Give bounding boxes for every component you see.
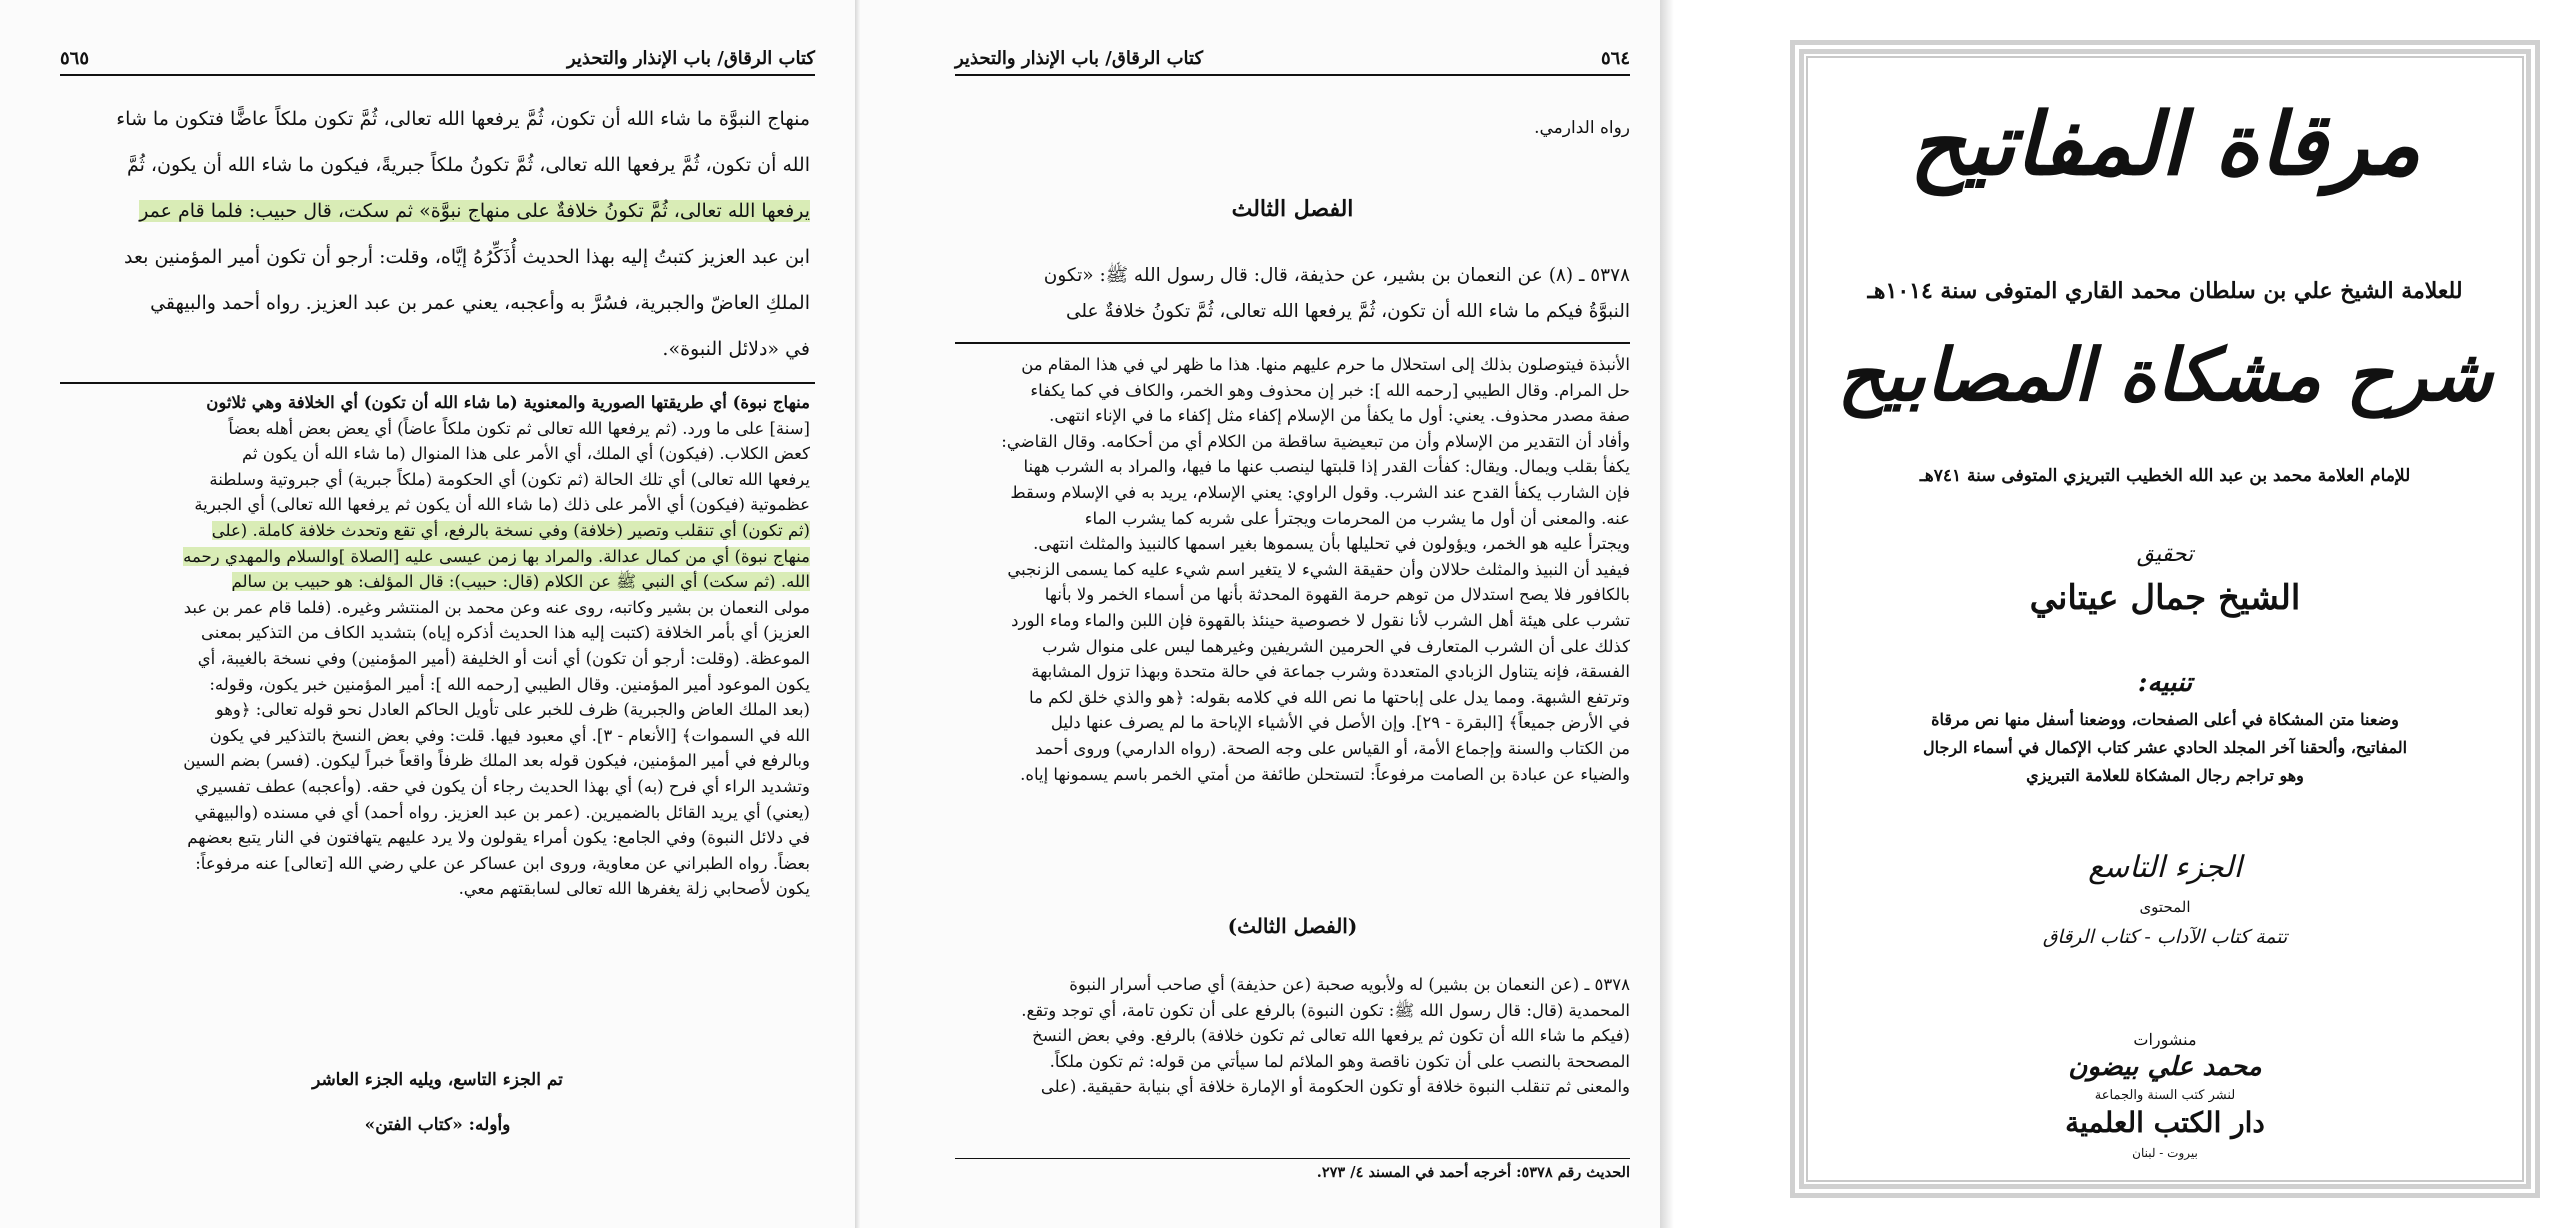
commentary-line: حل المرام. وقال الطيبي [رحمه الله ]: خبر إن محذوف وهو الخمر، والكاف في كما يكفاء (1030, 380, 1630, 400)
book-subtitle: شرح مشكاة المصابيح (1837, 332, 2493, 417)
commentary-line (72, 569, 810, 595)
publisher-city: بيروت - لبنان (2132, 1146, 2198, 1160)
commentary-line: في الأرض جميعاً﴾ [البقرة - ٢٩]. وإن الأصل في الأشياء الإباحة ما لم يصرف عنها دليل (1050, 713, 1630, 733)
commentary-line: ٥٣٧٨ ـ (عن النعمان بن بشير) له ولأبويه صحبة (عن حذيفة) أي صاحب أسرار النبوة (1069, 975, 1630, 994)
cover-note-line: وضعنا متن المشكاة في أعلى الصفحات، ووضعنا أسفل منها نص مرقاة (1931, 710, 2399, 729)
riwayah-note: رواه الدارمي. (1534, 118, 1630, 138)
gutter-shadow (1660, 0, 1674, 1228)
running-title: كتاب الرقاق/ باب الإنذار والتحذير (566, 48, 815, 69)
commentary-line: الأنبذة فيتوصلون بذلك إلى استحلال ما حرم عليهم منها. هذا ما ظهر لي في هذا المقام من (1021, 355, 1630, 374)
commentary-line (72, 544, 810, 570)
commentary-line: فإن الشارب يكفأ القدح عند الشرب. وقول الراوي: يعني الإسلام، يريد به في الإسلام وسقط (1010, 482, 1630, 502)
commentary-line: صفة مصدر محذوف. يعني: أول ما يكفأ من الإسلام إكفاء مثل إكفاء ما في الإناء انتهى. (1049, 406, 1630, 426)
volume-end-note: تم الجزء التاسع، ويليه الجزء العاشر (312, 1070, 563, 1090)
commentary-line: وتشديد الراء أي فرح (به) أي بهذا الحديث رجاء أن يكون في حقه. (وأعجبه) عطف تفسيري (195, 776, 810, 796)
text-line: الله أن تكون، ثُمَّ يرفعها الله تعالى، ثُمَّ تكونُ ملكاً جبريةً، فيكون ما شاء الله أن يكون، ثُمَّ (126, 154, 810, 176)
editor-name: الشيخ جمال عيتاني (2029, 578, 2301, 618)
inner-border (1806, 56, 2524, 1182)
text-line: في «دلائل النبوة». (662, 338, 810, 360)
title-page (1770, 0, 2560, 1228)
commentary-line: يكفأ بقلب ويمال. ويقال: كفأت القدر إذا قلبتها لينصب عنها ما فيها، والمراد به الشرب ههنا (1023, 457, 1630, 477)
highlighted-text: الله. (ثم سكت) أي النبي ﷺ عن الكلام (قال: حبيب): قال المؤلف: هو حبيب بن سالم (231, 572, 810, 592)
commentary-line: يكون الموعود أمير المؤمنين. وقال الطيبي [رحمه الله ]: أمير المؤمنين خبر يكون، وقوله: (209, 674, 810, 694)
commentary-line: يرفعها الله تعالى) أي تلك الحالة (ثم تكون) أي الحكومة (ملكاً جبرية) أي جبروتية وسلطنة (209, 469, 810, 489)
text-line: النبوَّةُ فيكم ما شاء الله أن تكون، ثُمَّ يرفعها الله تعالى، ثُمَّ تكونُ خلافةٌ على (1066, 301, 1630, 322)
separator-rule (60, 382, 815, 384)
volume-number: الجزء التاسع (2088, 850, 2242, 885)
page-564-header (955, 44, 1630, 76)
commentary-line: تشرب على هيئة أهل الشرب لأنا نقول لا خصوصية حينئذ بالقهوة فإن اللبن والماء وماء الورد (1011, 610, 1630, 630)
commentary-line: مولى النعمان بن بشير وكاتبه، روى عنه وعن محمد بن المنتشر وغيره. (فلما قام عمر بن عبد (183, 597, 810, 617)
commentary-block (72, 390, 810, 902)
commentary-block (955, 352, 1630, 787)
commentary-line: العزيز) أي بأمر الخلافة (كتبت إليه هذا الحديث أذكره إياه) بتشديد الكاف من التذكير بمعنى (201, 623, 810, 643)
commentary-line: كذلك على أن الشرب المتعارف في الحرمين الشريفين وغيرهما ليس على منوال شرب (1041, 636, 1630, 656)
commentary-line: بالكافور فلا يصح استدلال من توهم حرمة القهوة المحدثة بأنها من أسماء الخمر ولا بأنها (1044, 585, 1630, 605)
publisher-label: منشورات (2133, 1030, 2197, 1049)
book-title: مرقاة المفاتيح (1909, 94, 2421, 195)
commentary-line: الموعظة. (وقلت: أرجو أن تكون) أي أنت أو الخليفة (أمير المؤمنين) وفي نسخة بالغيبة، أي (197, 648, 810, 668)
commentary-line: وترتفع الشبهة. ومما يدل على إباحتها ما نص الله في كلامه بقوله: ﴿هو والذي خلق لكم ما (1029, 687, 1630, 707)
commentary-block-2 (955, 972, 1630, 1100)
commentary-line: (بعد الملك العاض والجبرية) ظرف للخبر على تأويل الحاكم العادل نحو قوله تعالى: ﴿وهو (215, 700, 810, 720)
section-title: الفصل الثالث (1231, 196, 1354, 222)
page-565 (0, 0, 855, 1228)
commentary-line: وأفاد أن التقدير من الإسلام وأن من تبعيضية ساقطة من الكلام أي من أحكامه. وقال القاضي: (1001, 431, 1630, 451)
publisher-subtitle: لنشر كتب السنة والجماعة (2094, 1088, 2236, 1103)
cover-note (1820, 706, 2510, 790)
commentary-line: (يعني) أي يريد القائل بالضميرين. (عمر بن عبد العزيز. رواه أحمد) أي في مسنده (والبيهقي (194, 802, 810, 822)
commentary-line: المحمدية (قال: قال رسول الله ﷺ: تكون النبوة) بالرفع على أن تكون تامة، أي توجد وتقع. (1021, 1000, 1630, 1020)
hadith-text (955, 258, 1630, 330)
commentary-line: ويجترأ عليه هو الخمر، ويؤولون في تحليلها بأن يسموها بغير اسمها كالنبيذ والمثلث انتهى. (1033, 534, 1630, 554)
tahqiq-label: تحقيق (2136, 542, 2194, 567)
commentary-line: الفسقة، فإنه يتناول الزبادي المتعددة وشرب جماعة في حالة متحدة وبهذا تزول المشابهة (1031, 662, 1630, 682)
publisher-house-logo: دار الكتب العلمية (2065, 1106, 2265, 1139)
highlighted-text: (ثم تكون) أي تنقلب وتصير (خلافة) وفي نسخة بالرفع، أي تقع وتحدث خلافة كاملة. (على (211, 520, 810, 540)
commentary-line: والمعنى ثم تنقلب النبوة خلافة أو تكون الحكومة أو الإمارة خلافة أي بنيابة حقيقية. (على (1040, 1077, 1630, 1097)
cover-note-line: وهو تراجم رجال المشكاة للعلامة التبريزي (2026, 766, 2304, 785)
commentary-line: عظموتية (فيكون) أي الأمر على ذلك (ما شاء الله أن يكون ثم يرفعها الله تعالى) أي الجبرية (194, 495, 810, 515)
commentary-line: فيفيد أن النبيذ والمثلث حلالان وأن حقيقة الشيء لا يتغير اسم شيء عليه كما يسمى الزنجبي (1007, 559, 1630, 579)
highlighted-text: منهاج نبوة) أي من كمال عدالة. والمراد بها زمن عيسى عليه [الصلاة ]والسلام والمهدي رحمه (183, 546, 810, 566)
section-title-commentary: (الفصل الثالث) (1227, 914, 1358, 938)
running-title: كتاب الرقاق/ باب الإنذار والتحذير (955, 48, 1204, 69)
commentary-line: في دلائل النبوة) وفي الجامع: يكون أمراء يقولون ولا يرد عليهم يتهافتون في النار يتبع بعضهم (187, 828, 810, 848)
contents-label: المحتوى (2139, 898, 2191, 916)
author-line: للعلامة الشيخ علي بن سلطان محمد القاري المتوفى سنة ١٠١٤هـ (1867, 278, 2463, 304)
page-number: ٥٦٤ (1600, 48, 1630, 69)
commentary-line: عنه. والمعنى أن أول ما يشرب من المحرمات ويجترأ على شربه كما يشرب الماء (1084, 508, 1630, 528)
commentary-line: [سنة] على ما ورد. (ثم يرفعها الله تعالى ثم تكون ملكاً عاضاً) أي يعض بعض أهله بعضاً (228, 418, 810, 438)
text-line: ٥٣٧٨ ـ (٨) عن النعمان بن بشير، عن حذيفة، قال: قال رسول الله ﷺ: «تكون (1043, 265, 1630, 286)
contents: تتمة كتاب الآداب - كتاب الرقاق (2042, 926, 2288, 948)
text-line (75, 188, 810, 234)
footnote-rule (955, 1158, 1630, 1159)
footnote: الحديث رقم ٥٣٧٨: أخرجه أحمد في المسند ٤/ ٢٧٣. (1316, 1164, 1630, 1181)
next-volume-note: وأوله: «كتاب الفتن» (364, 1115, 511, 1135)
commentary-line: المصححة بالنصب على أن تكون ناقصة وهو الملائم لما سيأتي من قوله: ثم تكون ملكاً. (1049, 1051, 1630, 1071)
commentary-line: بعضاً. رواه الطبراني عن معاوية، وروى ابن عساكر عن علي رضي الله [تعالى] عنه مرفوعاً: (195, 853, 810, 873)
commentary-line: من الكتاب والسنة وإجماع الأمة، أو القياس على وجه الصحة. (رواه الدارمي) وروى أحمد (1035, 738, 1630, 758)
imam-line: للإمام العلامة محمد بن عبد الله الخطيب التبريزي المتوفى سنة ٧٤١هـ (1919, 466, 2411, 486)
commentary-line: منهاج نبوة) أي طريقتها الصورية والمعنوية (ما شاء الله أن تكون) أي الخلافة وهي ثلاثون (206, 393, 810, 412)
separator-rule (955, 342, 1630, 344)
page-565-header (60, 44, 815, 76)
commentary-line (72, 518, 810, 544)
publisher-name: محمد علي بيضون (2068, 1052, 2262, 1082)
hadith-text-continued (75, 96, 810, 372)
page-564 (860, 0, 1660, 1228)
commentary-line: يكون لأصحابي زلة يغفرها الله تعالى لسابقتهم معي. (458, 879, 810, 899)
commentary-line: الله في السموات﴾ [الأنعام - ٣]. أي معبود فيها. قلت: وفي بعض النسخ بالتذكير في يكون (209, 725, 810, 745)
commentary-line: وبالرفع في أمير المؤمنين، فيكون قوله بعد الملك ظرفاً واقعاً خبراً ليكون. (فسر) بضم السين (183, 751, 810, 771)
cover-note-line: المفاتيح، وألحقنا آخر المجلد الحادي عشر كتاب الإكمال في أسماء الرجال (1922, 738, 2408, 757)
highlighted-text: يرفعها الله تعالى، ثُمَّ تكونُ خلافةٌ على منهاج نبوَّة» ثم سكت، قال حبيب: فلما قام عمر (139, 200, 810, 222)
commentary-line: (فيكم ما شاء الله أن تكون ثم يرفعها الله تعالى ثم تكون خلافة) بالرفع. وفي بعض النسخ (1032, 1026, 1630, 1046)
commentary-line: والضياء عن عبادة بن الصامت مرفوعاً: لتستحلن طائفة من أمتي الخمر باسم يسمونها إياه. (1020, 764, 1630, 784)
commentary-line: كعض الكلاب. (فيكون) أي الملك، أي الأمر على هذا المنوال (ما شاء الله أن يكون ثم (241, 444, 810, 464)
text-line: ابن عبد العزيز كتبتُ إليه بهذا الحديث أُذَكِّرُهُ إيَّاه، وقلت: أرجو أن تكون أمير المؤمنين بعد (123, 246, 810, 268)
text-line: منهاج النبوَّة ما شاء الله أن تكون، ثُمَّ يرفعها الله تعالى، ثُمَّ تكون ملكاً عاضًّا فتكون ما شاء (116, 108, 810, 130)
page-number: ٥٦٥ (60, 48, 90, 69)
tanbih-label: تنبيه: (2137, 668, 2193, 698)
text-line: الملكِ العاضّ والجبرية، فسُرَّ به وأعجبه، يعني عمر بن عبد العزيز. رواه أحمد والبيهقي (150, 292, 810, 314)
